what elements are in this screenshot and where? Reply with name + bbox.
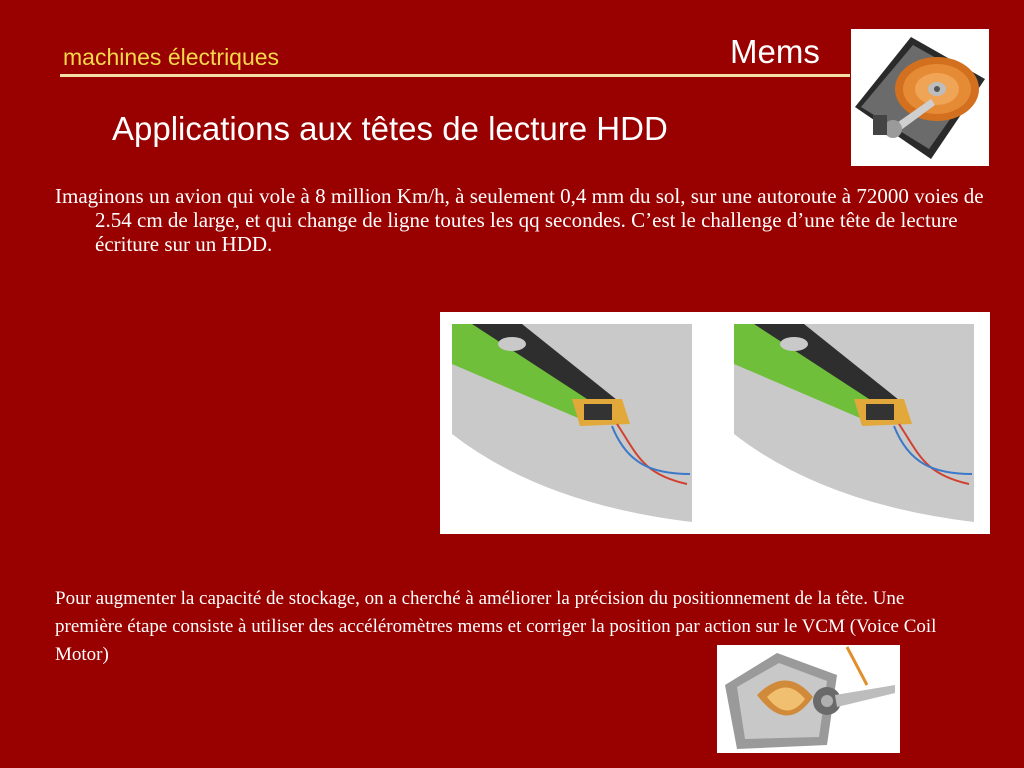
- slide-title: Applications aux têtes de lecture HDD: [112, 110, 668, 147]
- capacity-paragraph: Pour augmenter la capacité de stockage, on a cherché à améliorer la précision du positionnement de la tête. Une première étape consiste à utiliser des accéléromètres mems et corriger la position par action sur le VCM (Voice Coil Motor): [55, 588, 937, 665]
- read-write-head-illustration: [440, 312, 990, 534]
- topic-label: Mems: [730, 33, 820, 70]
- analogy-paragraph: Imaginons un avion qui vole à 8 million Km/h, à seulement 0,4 mm du sol, sur une autoroute à 72000 voies de 2.54 cm de large, et qui change de ligne toutes les qq secondes. C’est le challenge d’une tête de lecture écriture sur un HDD.: [55, 184, 984, 256]
- section-label: machines électriques: [63, 44, 280, 70]
- hard-disk-drive-image: [851, 29, 989, 166]
- voice-coil-motor-image: [717, 645, 900, 753]
- header-divider: [60, 74, 850, 77]
